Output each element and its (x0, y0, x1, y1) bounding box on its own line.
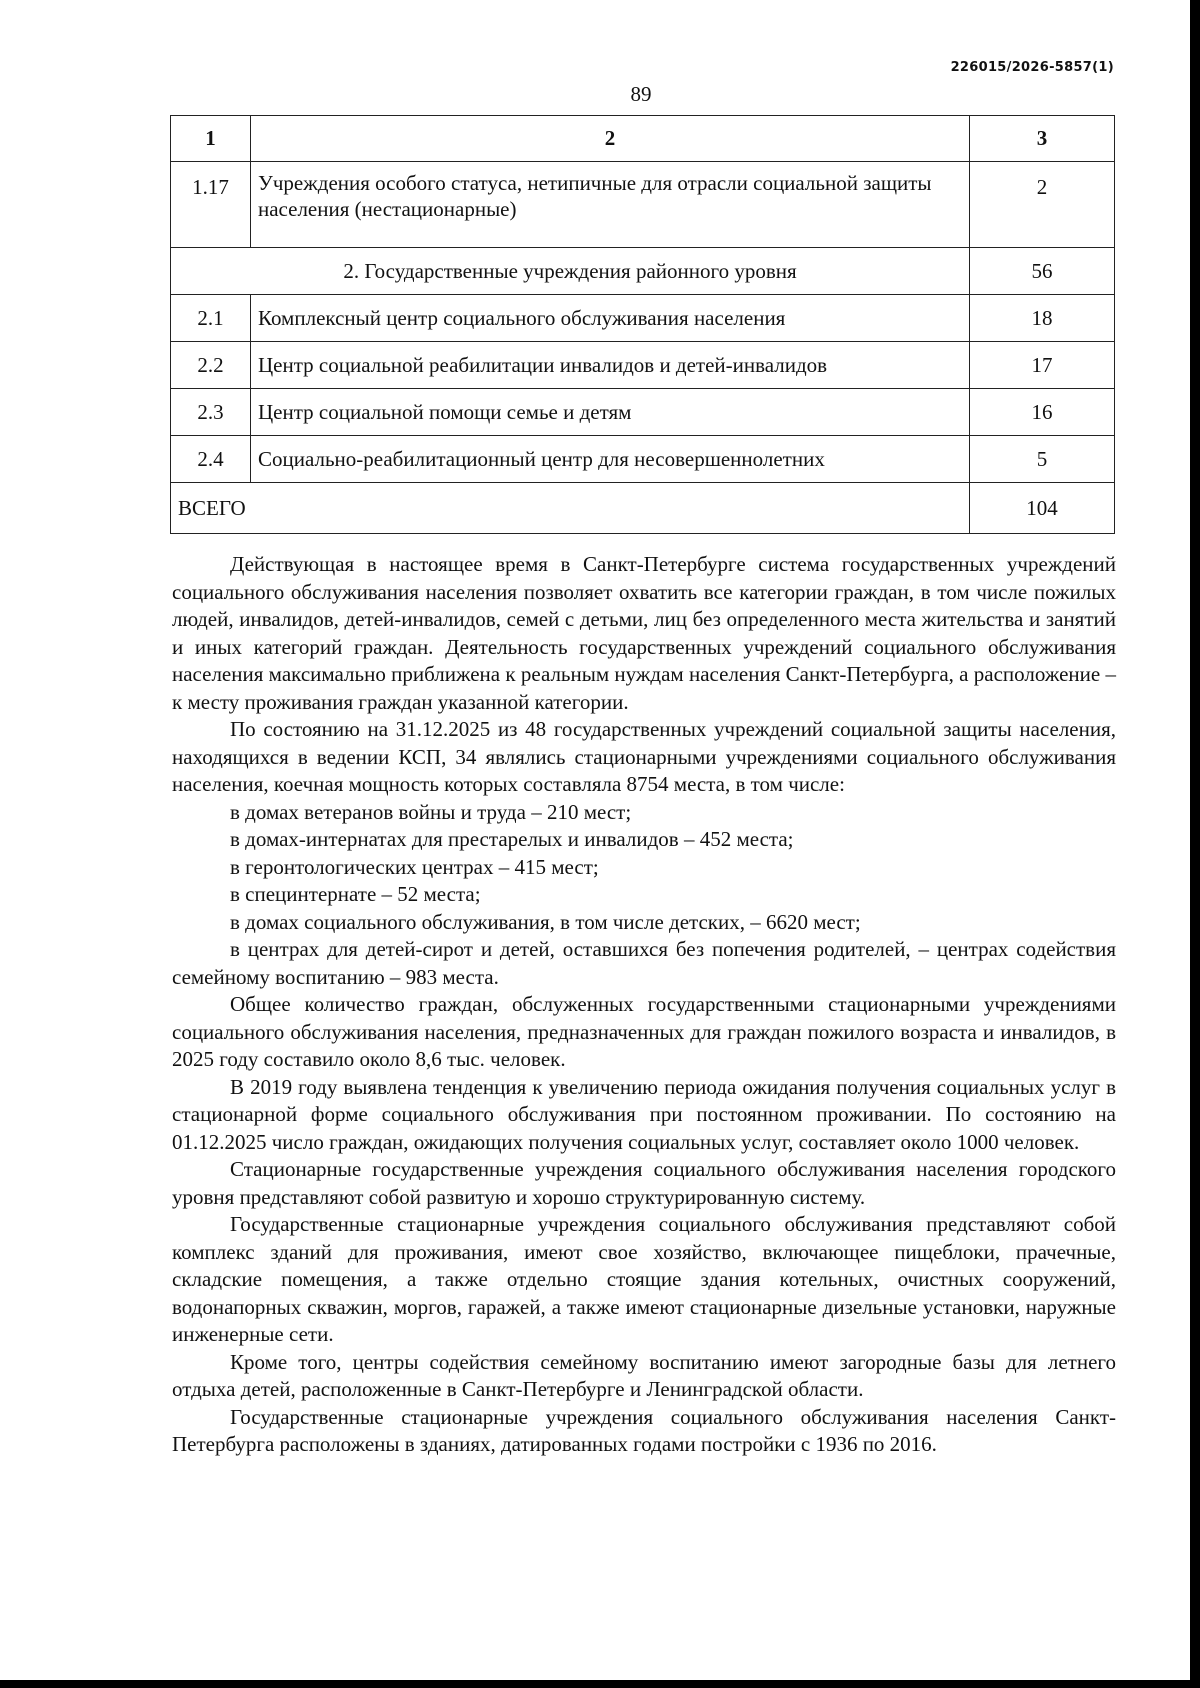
row-name: Центр социальной реабилитации инвалидов и детей-инвалидов (251, 342, 970, 389)
total-count: 104 (970, 483, 1115, 534)
section-count: 56 (970, 248, 1115, 295)
row-number: 2.4 (171, 436, 251, 483)
list-item: в домах ветеранов войны и труда – 210 мест; (230, 799, 632, 824)
paragraph: Стационарные государственные учреждения социального обслуживания населения городского уровня представляют собой развитую и хорошо структурированную систему. (172, 1157, 1116, 1209)
paragraph: Кроме того, центры содействия семейному воспитанию имеют загородные базы для летнего отдыха детей, расположенные в Санкт-Петербурге и Ленинградской области. (172, 1349, 1116, 1401)
column-header-3: 3 (970, 116, 1115, 162)
column-header-2: 2 (251, 116, 970, 162)
list-item: в домах социального обслуживания, в том числе детских, – 6620 мест; (230, 909, 861, 934)
row-count: 16 (970, 389, 1115, 436)
row-number: 2.1 (171, 295, 251, 342)
row-name: Социально-реабилитационный центр для несовершеннолетних (251, 436, 970, 483)
paragraph: В 2019 году выявлена тенденция к увеличению периода ожидания получения социальных услуг в стационарной форме социального обслуживания при постоянном проживании. По состоянию на 01.12.2025 число граждан, ожидающих получения социальных услуг, составляет около 1000 человек. (172, 1074, 1116, 1154)
institutions-table (170, 115, 1115, 534)
list-item: в домах-интернатах для престарелых и инвалидов – 452 места; (230, 827, 794, 851)
row-count: 2 (970, 162, 1115, 248)
registration-number: 226015/2026-5857(1) (950, 60, 1114, 75)
table-row (171, 342, 1115, 389)
table-header-row (171, 116, 1115, 162)
table-row (171, 162, 1115, 248)
section-title: 2. Государственные учреждения районного уровня (171, 248, 970, 295)
row-name: Центр социальной помощи семье и детям (251, 389, 970, 436)
paragraph: Действующая в настоящее время в Санкт-Петербурге система государственных учреждений социального обслуживания населения позволяет охватить все категории граждан, в том числе пожилых людей, инвалидов, детей-инвалидов, семей с детьми, лиц без определенного места жительства и занятий и иных категорий граждан. Деятельность государственных учреждений социального обслуживания населения максимально приближена к реальным нуждам населения Санкт-Петербурга, а расположение – к месту проживания граждан указанной категории. (172, 552, 1116, 714)
list-item: в специнтернате – 52 места; (230, 882, 481, 906)
row-number: 2.3 (171, 389, 251, 436)
section-row (171, 248, 1115, 295)
table-row (171, 436, 1115, 483)
paragraph: Общее количество граждан, обслуженных государственными стационарными учреждениями социального обслуживания населения, предназначенных для граждан пожилого возраста и инвалидов, в 2025 году составило около 8,6 тыс. человек. (172, 992, 1116, 1071)
scan-border-right (1190, 0, 1200, 1688)
row-count: 5 (970, 436, 1115, 483)
list-item: в центрах для детей-сирот и детей, оставшихся без попечения родителей, – центрах содействия семейному воспитанию – 983 места. (172, 937, 1116, 989)
table-row (171, 295, 1115, 342)
row-name: Комплексный центр социального обслуживания населения (251, 295, 970, 342)
row-number: 2.2 (171, 342, 251, 389)
row-number: 1.17 (171, 162, 251, 248)
scan-border-bottom (0, 1680, 1200, 1688)
paragraph: По состоянию на 31.12.2025 из 48 государственных учреждений социальной защиты населения, находящихся в ведении КСП, 34 являлись стационарными учреждениями социального обслуживания населения, коечная мощность которых составляла 8754 места, в том числе: (172, 717, 1116, 796)
column-header-1: 1 (171, 116, 251, 162)
page-number: 89 (630, 82, 652, 106)
table-row (171, 389, 1115, 436)
row-count: 17 (970, 342, 1115, 389)
paragraph: Государственные стационарные учреждения социального обслуживания населения Санкт-Петербурга расположены в зданиях, датированных годами постройки с 1936 по 2016. (172, 1404, 1116, 1456)
list-item: в геронтологических центрах – 415 мест; (230, 854, 599, 879)
body-text (172, 551, 1116, 1459)
row-count: 18 (970, 295, 1115, 342)
row-name: Учреждения особого статуса, нетипичные для отрасли социальной защиты населения (нестационарные) (251, 162, 970, 248)
total-row (171, 483, 1115, 534)
total-label: ВСЕГО (171, 483, 970, 534)
paragraph: Государственные стационарные учреждения социального обслуживания представляют собой комплекс зданий для проживания, имеют свое хозяйство, включающее пищеблоки, прачечные, складские помещения, а также отдельно стоящие здания котельных, очистных сооружений, водонапорных скважин, моргов, гаражей, а также имеют стационарные дизельные установки, наружные инженерные сети. (172, 1212, 1116, 1346)
